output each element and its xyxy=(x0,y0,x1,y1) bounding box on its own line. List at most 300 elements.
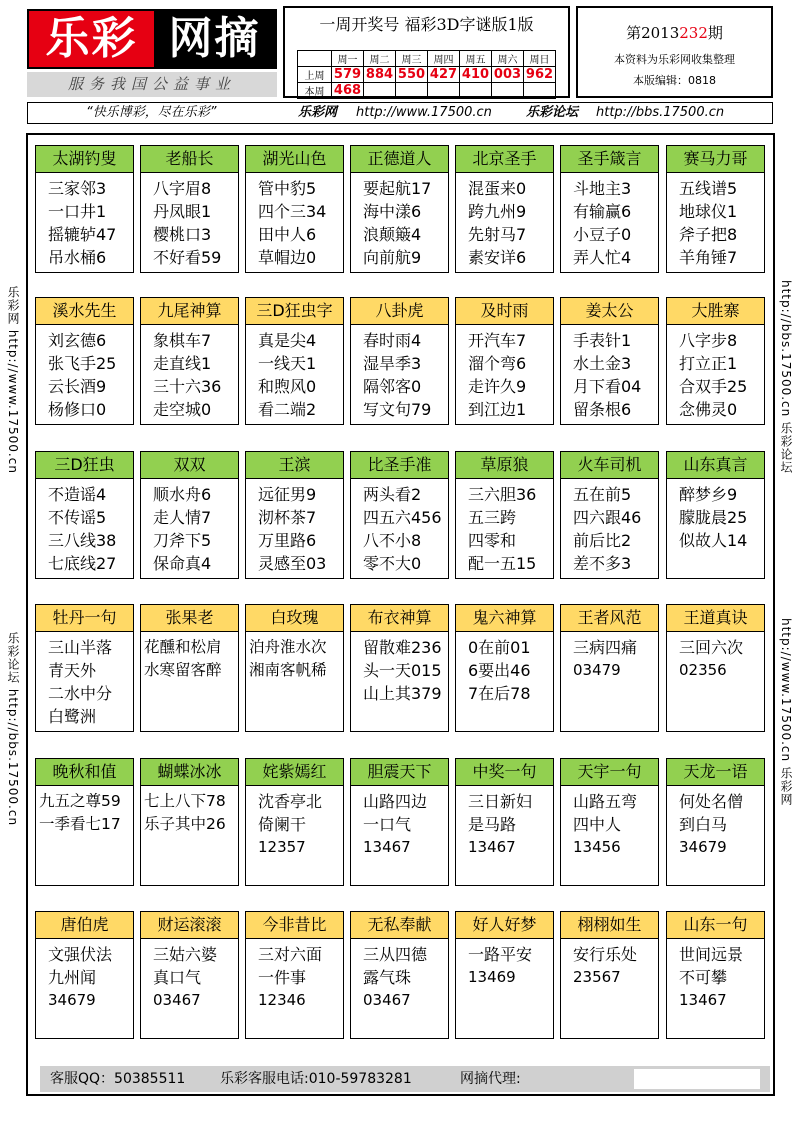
cell-line: 03467 xyxy=(363,991,411,1009)
cell-line: 03467 xyxy=(153,991,201,1009)
puzzle-cell xyxy=(666,297,765,425)
puzzle-cell xyxy=(666,145,765,273)
puzzle-cell xyxy=(350,451,449,579)
draw-number xyxy=(396,83,428,99)
footer-phone: 乐彩客服电话:010-59783281 xyxy=(220,1071,412,1087)
cell-body xyxy=(246,173,343,269)
cell-line: 到江边1 xyxy=(468,400,527,419)
cell-title: 大胜寨 xyxy=(667,298,764,325)
draw-number: 468 xyxy=(332,83,364,99)
cell-body xyxy=(351,632,448,728)
cell-line: 摇辘轳47 xyxy=(48,225,117,244)
cell-body xyxy=(351,325,448,421)
cell-line: 樱桃口3 xyxy=(153,225,212,244)
puzzle-cell xyxy=(35,451,134,579)
issue-note: 本资料为乐彩网收集整理 xyxy=(614,53,735,66)
motto-quote: “快乐博彩，尽在乐彩” xyxy=(86,105,217,120)
cell-line: 海中漾6 xyxy=(363,202,422,221)
puzzle-cell xyxy=(245,911,344,1039)
cell-title: 王道真诀 xyxy=(667,605,764,632)
cell-line: 地球仪1 xyxy=(679,202,738,221)
cell-title: 布衣神算 xyxy=(351,605,448,632)
puzzle-cell xyxy=(140,604,239,732)
cell-line: 浪颠簸4 xyxy=(363,225,422,244)
cell-line: 隔邻客0 xyxy=(363,377,422,396)
cell-line xyxy=(144,682,238,705)
cell-line: 水土金3 xyxy=(573,354,632,373)
draw-number: 579 xyxy=(332,67,364,83)
cell-body xyxy=(561,632,658,728)
puzzle-cell xyxy=(350,758,449,886)
cell-line: 乐子其中26 xyxy=(144,815,226,833)
cell-line: 四零和 xyxy=(468,531,517,550)
cell-line: 6要出46 xyxy=(468,661,531,680)
cell-line: 真口气 xyxy=(153,968,202,987)
cell-line: 跨九州9 xyxy=(468,202,527,221)
cell-line: 露气珠 xyxy=(363,968,412,987)
cell-line: 沈香亭北 xyxy=(258,792,323,811)
cell-line: 月下看04 xyxy=(573,377,642,396)
cell-line: 三回六次 xyxy=(679,638,744,657)
cell-line: 23567 xyxy=(573,968,621,986)
cell-body xyxy=(456,479,553,575)
cell-body xyxy=(36,939,133,1035)
cell-line xyxy=(258,859,343,882)
cell-line: 34679 xyxy=(679,838,727,856)
cell-line: 五线谱5 xyxy=(679,179,738,198)
cell-title: 湖光山色 xyxy=(246,146,343,173)
cell-line xyxy=(258,1012,343,1035)
cell-title: 九尾神算 xyxy=(141,298,238,325)
day-header: 周一 xyxy=(332,51,364,67)
cell-title: 八卦虎 xyxy=(351,298,448,325)
cell-line: 八字眉8 xyxy=(153,179,212,198)
puzzle-cell xyxy=(455,604,554,732)
issue-box xyxy=(576,6,773,98)
cell-line: 花醺和松肩 xyxy=(144,638,222,656)
cell-line: 似故人14 xyxy=(679,531,748,550)
cell-line: 34679 xyxy=(48,991,96,1009)
cell-title: 太湖钓叟 xyxy=(36,146,133,173)
cell-line xyxy=(468,1012,553,1035)
cell-line: 三山半落 xyxy=(48,638,113,657)
cell-line: 配一五15 xyxy=(468,554,537,573)
this-week-label: 本周 xyxy=(298,83,332,99)
cell-body xyxy=(36,479,133,575)
day-header: 周二 xyxy=(364,51,396,67)
cell-line: 混蛋来0 xyxy=(468,179,527,198)
cell-body xyxy=(456,786,553,882)
puzzle-cell xyxy=(35,297,134,425)
draw-number xyxy=(364,83,396,99)
puzzle-cell xyxy=(455,145,554,273)
cell-title: 中奖一句 xyxy=(456,759,553,786)
cell-line: 七上八下78 xyxy=(144,792,226,810)
cell-title: 草原狼 xyxy=(456,452,553,479)
puzzle-cell xyxy=(455,758,554,886)
cell-line: 一季看七17 xyxy=(39,815,121,833)
cell-line: 八不小8 xyxy=(363,531,422,550)
cell-body xyxy=(36,632,133,728)
logo xyxy=(27,9,277,69)
cell-line: 素安详6 xyxy=(468,248,527,267)
cell-line: 走人情7 xyxy=(153,508,212,527)
cell-line: 小豆子0 xyxy=(573,225,632,244)
cell-body xyxy=(36,173,133,269)
puzzle-cell xyxy=(560,145,659,273)
cell-body xyxy=(246,632,343,728)
cell-line xyxy=(573,705,658,728)
cell-line: 湿旱季3 xyxy=(363,354,422,373)
cell-line: 四六跟46 xyxy=(573,508,642,527)
side-right-bottom: http://www.17500.cn 乐彩网 xyxy=(779,618,793,806)
cell-line: 走空城0 xyxy=(153,400,212,419)
cell-line: 念佛灵0 xyxy=(679,400,738,419)
cell-line: 象棋车7 xyxy=(153,331,212,350)
cell-title: 王者风范 xyxy=(561,605,658,632)
cell-line: 杨修口0 xyxy=(48,400,107,419)
cell-line: 差不多3 xyxy=(573,554,632,573)
cell-line: 管中豹5 xyxy=(258,179,317,198)
cell-line: 五在前5 xyxy=(573,485,632,504)
cell-line: 山上其379 xyxy=(363,684,442,703)
cell-line: 两头看2 xyxy=(363,485,422,504)
cell-body xyxy=(561,939,658,1035)
puzzle-cell xyxy=(455,297,554,425)
cell-line xyxy=(363,859,448,882)
cell-line: 13456 xyxy=(573,838,621,856)
cell-line: 是马路 xyxy=(468,815,517,834)
puzzle-cell xyxy=(35,145,134,273)
cell-line: 白鹭洲 xyxy=(48,707,97,726)
cell-line: 朦胧晨25 xyxy=(679,508,748,527)
cell-body xyxy=(667,325,764,421)
cell-body xyxy=(456,939,553,1035)
cell-title: 栩栩如生 xyxy=(561,912,658,939)
cell-line: 远征男9 xyxy=(258,485,317,504)
cell-body xyxy=(141,939,238,1035)
cell-line: 开汽车7 xyxy=(468,331,527,350)
cell-title: 山东真言 xyxy=(667,452,764,479)
cell-body xyxy=(246,786,343,882)
cell-title: 王滨 xyxy=(246,452,343,479)
cell-line: 合双手25 xyxy=(679,377,748,396)
day-header: 周日 xyxy=(524,51,556,67)
forum-link[interactable]: http://bbs.17500.cn xyxy=(596,105,725,120)
puzzle-cell xyxy=(666,604,765,732)
cell-title: 天宇一句 xyxy=(561,759,658,786)
cell-line xyxy=(144,836,238,859)
cell-line: 醉梦乡9 xyxy=(679,485,738,504)
cell-body xyxy=(561,325,658,421)
cell-line: 到白马 xyxy=(679,815,728,834)
puzzle-cell xyxy=(560,297,659,425)
cell-line xyxy=(679,682,764,705)
cell-body xyxy=(351,939,448,1035)
cell-line: 世间远景 xyxy=(679,945,744,964)
cell-title: 三D狂虫字 xyxy=(246,298,343,325)
cell-line: 安行乐处 xyxy=(573,945,638,964)
draw-number xyxy=(428,83,460,99)
cell-line: 三十六36 xyxy=(153,377,222,396)
cell-line: 何处名僧 xyxy=(679,792,744,811)
cell-line: 走许久9 xyxy=(468,377,527,396)
draw-number xyxy=(524,83,556,99)
cell-line xyxy=(363,1012,448,1035)
issue-title: 第2013232期 xyxy=(626,24,723,42)
issue-number: 232 xyxy=(679,24,708,42)
cell-line: 四五六456 xyxy=(363,508,442,527)
cell-title: 双双 xyxy=(141,452,238,479)
cell-body xyxy=(141,786,238,882)
cell-line: 三从四德 xyxy=(363,945,428,964)
puzzle-cell xyxy=(140,297,239,425)
logo-right: 网摘 xyxy=(154,11,275,67)
cell-line: 草帽边0 xyxy=(258,248,317,267)
puzzle-cell xyxy=(455,911,554,1039)
site-link[interactable]: http://www.17500.cn xyxy=(356,105,492,120)
footer-bar xyxy=(40,1066,770,1092)
draw-number: 962 xyxy=(524,67,556,83)
cell-body xyxy=(456,173,553,269)
cell-line xyxy=(153,1012,238,1035)
cell-title: 牡丹一句 xyxy=(36,605,133,632)
last-week-label: 上周 xyxy=(298,67,332,83)
cell-line xyxy=(39,859,133,882)
cell-body xyxy=(141,173,238,269)
puzzle-cell xyxy=(140,145,239,273)
cell-line xyxy=(468,859,553,882)
draw-number: 884 xyxy=(364,67,396,83)
cell-line: 刀斧下5 xyxy=(153,531,212,550)
cell-title: 好人好梦 xyxy=(456,912,553,939)
footer-agent: 网摘代理: xyxy=(460,1071,521,1087)
cell-title: 圣手箴言 xyxy=(561,146,658,173)
cell-line: 羊角锤7 xyxy=(679,248,738,267)
cell-title: 张果老 xyxy=(141,605,238,632)
cell-line: 前后比2 xyxy=(573,531,632,550)
cell-line: 刘玄德6 xyxy=(48,331,107,350)
cell-title: 三D狂虫 xyxy=(36,452,133,479)
cell-line: 八字步8 xyxy=(679,331,738,350)
cell-line xyxy=(679,1012,764,1035)
draw-number: 003 xyxy=(492,67,524,83)
cell-title: 无私奉献 xyxy=(351,912,448,939)
cell-line: 一口井1 xyxy=(48,202,107,221)
cell-body xyxy=(667,632,764,728)
cell-line: 13469 xyxy=(468,968,516,986)
cell-line: 沏杯茶7 xyxy=(258,508,317,527)
cell-body xyxy=(141,632,238,728)
day-header: 周五 xyxy=(460,51,492,67)
puzzle-cell xyxy=(35,604,134,732)
cell-line: 三家邻3 xyxy=(48,179,107,198)
cell-line: 一口气 xyxy=(363,815,412,834)
cell-line: 02356 xyxy=(679,661,727,679)
cell-line: 头一天015 xyxy=(363,661,442,680)
cell-body xyxy=(246,325,343,421)
cell-body xyxy=(667,479,764,575)
cell-title: 火车司机 xyxy=(561,452,658,479)
day-header: 周四 xyxy=(428,51,460,67)
draw-title: 一周开奖号 福彩3D字谜版1版 xyxy=(319,15,534,34)
cell-title: 胆震天下 xyxy=(351,759,448,786)
cell-title: 北京圣手 xyxy=(456,146,553,173)
puzzle-cell xyxy=(560,604,659,732)
cell-title: 比圣手准 xyxy=(351,452,448,479)
cell-line xyxy=(679,705,764,728)
cell-line: 云长酒9 xyxy=(48,377,107,396)
cell-line: 手表针1 xyxy=(573,331,632,350)
cell-body xyxy=(667,786,764,882)
cell-line: 斧子把8 xyxy=(679,225,738,244)
puzzle-cell xyxy=(560,758,659,886)
cell-line: 12357 xyxy=(258,838,306,856)
cell-line: 山路四边 xyxy=(363,792,428,811)
draw-number xyxy=(460,83,492,99)
draw-number: 550 xyxy=(396,67,428,83)
cell-line: 真是尖4 xyxy=(258,331,317,350)
cell-title: 赛马力哥 xyxy=(667,146,764,173)
cell-line: 万里路6 xyxy=(258,531,317,550)
cell-line: 斗地主3 xyxy=(573,179,632,198)
cell-line: 留条根6 xyxy=(573,400,632,419)
cell-line: 文强伏法 xyxy=(48,945,113,964)
cell-line: 有输赢6 xyxy=(573,202,632,221)
puzzle-cell xyxy=(560,451,659,579)
cell-title: 鬼六神算 xyxy=(456,605,553,632)
puzzle-cell xyxy=(245,604,344,732)
cell-title: 正德道人 xyxy=(351,146,448,173)
cell-title: 今非昔比 xyxy=(246,912,343,939)
cell-line xyxy=(468,989,553,1012)
footer-qq: 客服QQ：50385511 xyxy=(50,1071,186,1087)
forum-label: 乐彩论坛 xyxy=(526,105,579,120)
cell-line: 不好看59 xyxy=(153,248,222,267)
day-header: 周三 xyxy=(396,51,428,67)
draw-number: 427 xyxy=(428,67,460,83)
cell-line xyxy=(363,705,448,728)
cell-body xyxy=(36,786,133,882)
cell-title: 天龙一语 xyxy=(667,759,764,786)
cell-line: 溜个弯6 xyxy=(468,354,527,373)
issue-editor: 本版编辑：0818 xyxy=(633,74,716,87)
cell-line: 四中人 xyxy=(573,815,622,834)
motto-bar xyxy=(27,102,773,124)
cell-line xyxy=(249,682,343,705)
cell-line: 山路五弯 xyxy=(573,792,638,811)
cell-title: 唐伯虎 xyxy=(36,912,133,939)
puzzle-cell xyxy=(245,451,344,579)
puzzle-cell xyxy=(666,451,765,579)
cell-line: 三姑六婆 xyxy=(153,945,218,964)
puzzle-cell xyxy=(560,911,659,1039)
cell-line xyxy=(573,1012,658,1035)
cell-line: 春时雨4 xyxy=(363,331,422,350)
cell-line: 三对六面 xyxy=(258,945,323,964)
cell-title: 财运滚滚 xyxy=(141,912,238,939)
cell-line: 13467 xyxy=(468,838,516,856)
cell-line: 张飞手25 xyxy=(48,354,117,373)
cell-body xyxy=(561,479,658,575)
cell-line: 向前航9 xyxy=(363,248,422,267)
cell-line xyxy=(679,859,764,882)
cell-body xyxy=(141,325,238,421)
cell-body xyxy=(351,786,448,882)
cell-line: 看二端2 xyxy=(258,400,317,419)
cell-line: 留散难236 xyxy=(363,638,442,657)
cell-line: 倚阑干 xyxy=(258,815,307,834)
cell-line: 七底线27 xyxy=(48,554,117,573)
cell-line: 青天外 xyxy=(48,661,97,680)
cell-line xyxy=(249,705,343,728)
slogan: 服务我国公益事业 xyxy=(27,72,277,97)
cell-title: 姜太公 xyxy=(561,298,658,325)
cell-line: 湘南客帆稀 xyxy=(249,661,327,679)
cell-line xyxy=(144,705,238,728)
cell-line: 03479 xyxy=(573,661,621,679)
cell-line xyxy=(679,552,764,575)
cell-line: 三日新妇 xyxy=(468,792,533,811)
puzzle-cell xyxy=(245,758,344,886)
cell-title: 老船长 xyxy=(141,146,238,173)
cell-line: 一线天1 xyxy=(258,354,317,373)
puzzle-cell xyxy=(350,297,449,425)
cell-body xyxy=(246,479,343,575)
puzzle-cell xyxy=(140,758,239,886)
draw-table xyxy=(297,50,556,99)
side-right-top: http://bbs.17500.cn 乐彩论坛 xyxy=(779,280,793,475)
draw-results-box xyxy=(283,6,570,98)
cell-line xyxy=(468,705,553,728)
puzzle-cell xyxy=(140,911,239,1039)
cell-title: 晚秋和值 xyxy=(36,759,133,786)
cell-line xyxy=(144,859,238,882)
cell-body xyxy=(456,632,553,728)
cell-line: 0在前01 xyxy=(468,638,531,657)
puzzle-cell xyxy=(140,451,239,579)
cell-line: 三病四痛 xyxy=(573,638,638,657)
cell-body xyxy=(351,173,448,269)
cell-body xyxy=(141,479,238,575)
cell-line: 不造谣4 xyxy=(48,485,107,504)
cell-line: 丹凤眼1 xyxy=(153,202,212,221)
cell-line: 要起航17 xyxy=(363,179,432,198)
logo-left: 乐彩 xyxy=(29,11,154,67)
puzzle-cell xyxy=(666,911,765,1039)
cell-line: 零不大0 xyxy=(363,554,422,573)
cell-line: 水寒留客醉 xyxy=(144,661,222,679)
cell-line: 13467 xyxy=(363,838,411,856)
puzzle-cell xyxy=(35,911,134,1039)
cell-line: 三六胆36 xyxy=(468,485,537,504)
cell-line: 二水中分 xyxy=(48,684,113,703)
draw-number: 410 xyxy=(460,67,492,83)
cell-line: 九五之尊59 xyxy=(39,792,121,810)
cell-line: 不传谣5 xyxy=(48,508,107,527)
cell-line: 先射马7 xyxy=(468,225,527,244)
cell-line: 走直线1 xyxy=(153,354,212,373)
cell-line: 13467 xyxy=(679,991,727,1009)
cell-line xyxy=(573,859,658,882)
cell-line: 一路平安 xyxy=(468,945,533,964)
cell-line: 一件事 xyxy=(258,968,307,987)
cell-line: 泊舟淮水次 xyxy=(249,638,327,656)
day-header: 周六 xyxy=(492,51,524,67)
cell-title: 溪水先生 xyxy=(36,298,133,325)
puzzle-cell xyxy=(35,758,134,886)
puzzle-cell xyxy=(350,911,449,1039)
